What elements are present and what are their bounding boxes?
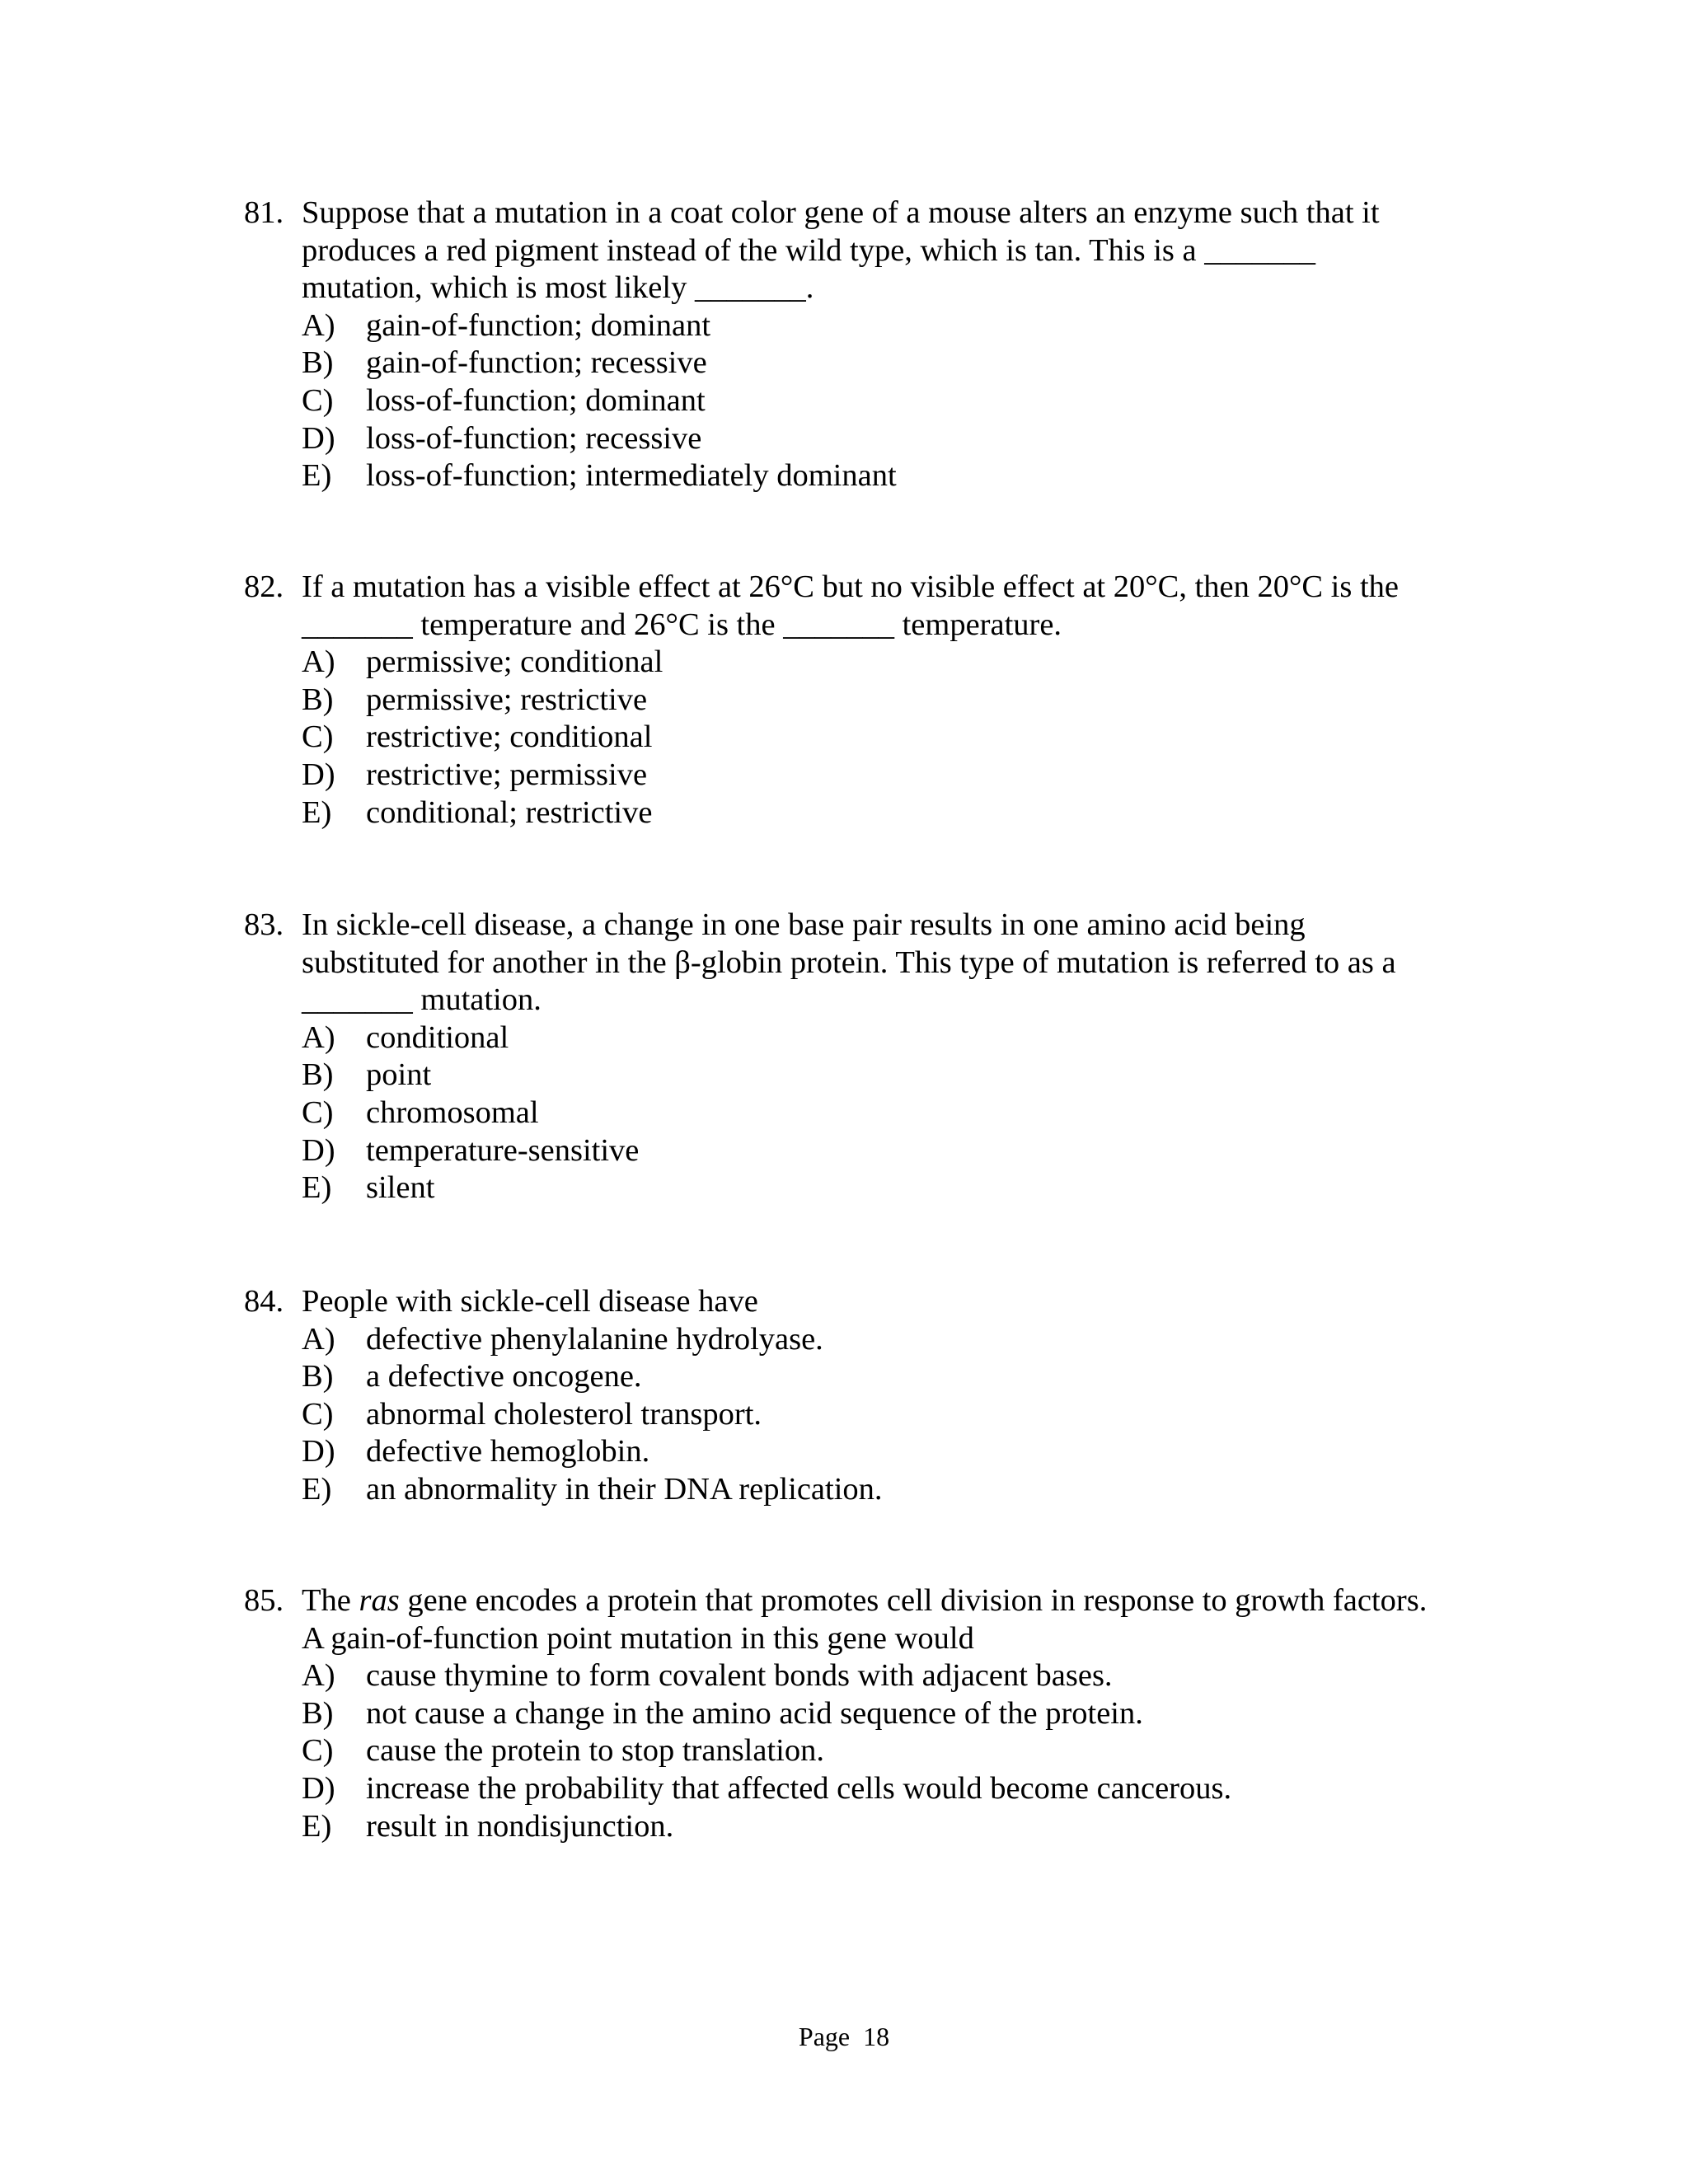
answer-option-d xyxy=(302,420,1497,458)
question-number: 81. xyxy=(244,195,284,230)
option-letter: E) xyxy=(302,1471,332,1507)
answer-options xyxy=(302,307,1497,495)
stem-line: _______ temperature and 26°C is the _______ temperature. xyxy=(302,607,1062,642)
stem-line: People with sickle-cell disease have xyxy=(302,1284,758,1319)
option-letter: B) xyxy=(302,1057,334,1093)
question-number: 85. xyxy=(244,1583,284,1618)
option-letter: D) xyxy=(302,1132,335,1168)
option-letter: D) xyxy=(302,1770,335,1806)
stem-line xyxy=(302,1582,1497,1620)
option-letter: D) xyxy=(302,757,335,792)
stem-line: substituted for another in the β-globin protein. This type of mutation is referred to as a xyxy=(302,944,1396,980)
answer-option-c xyxy=(302,1396,1497,1434)
option-letter: E) xyxy=(302,794,332,830)
answer-option-a xyxy=(302,1019,1497,1057)
option-text: loss-of-function; intermediately dominant xyxy=(366,458,897,494)
option-text: temperature-sensitive xyxy=(366,1132,640,1168)
option-text: defective phenylalanine hydrolyase. xyxy=(366,1321,823,1357)
option-text: gain-of-function; recessive xyxy=(366,345,707,381)
answer-option-c xyxy=(302,719,1497,757)
option-letter: C) xyxy=(302,719,334,755)
answer-option-b xyxy=(302,1695,1497,1733)
answer-option-a xyxy=(302,1657,1497,1695)
question-number: 84. xyxy=(244,1284,284,1319)
option-text: abnormal cholesterol transport. xyxy=(366,1396,762,1432)
stem-line: Suppose that a mutation in a coat color gene of a mouse alters an enzyme such that it xyxy=(302,195,1380,230)
question-85 xyxy=(244,1582,1497,1845)
option-letter: B) xyxy=(302,1695,334,1731)
option-letter: A) xyxy=(302,307,335,343)
option-letter: A) xyxy=(302,1658,335,1694)
question-number: 82. xyxy=(244,569,284,604)
question-stem-row xyxy=(244,1283,1497,1321)
question-stem xyxy=(302,569,1497,644)
stem-line: If a mutation has a visible effect at 26°C but no visible effect at 20°C, then 20°C is the xyxy=(302,569,1400,604)
option-text: conditional xyxy=(366,1019,509,1055)
option-letter: B) xyxy=(302,682,334,717)
option-text: permissive; restrictive xyxy=(366,682,648,717)
option-text: loss-of-function; recessive xyxy=(366,420,702,456)
stem-line: _______ mutation. xyxy=(302,982,542,1018)
answer-options xyxy=(302,644,1497,832)
gene-name-italic: ras xyxy=(359,1583,400,1618)
option-letter: A) xyxy=(302,1321,335,1357)
answer-option-e xyxy=(302,794,1497,832)
option-letter: B) xyxy=(302,1359,334,1394)
answer-option-d xyxy=(302,757,1497,794)
answer-option-e xyxy=(302,1471,1497,1509)
option-letter: C) xyxy=(302,1094,334,1130)
answer-options xyxy=(302,1321,1497,1509)
option-text: defective hemoglobin. xyxy=(366,1434,650,1469)
option-text: a defective oncogene. xyxy=(366,1359,642,1394)
option-text: loss-of-function; dominant xyxy=(366,382,706,418)
page-number: Page 18 xyxy=(798,2022,890,2051)
answer-option-d xyxy=(302,1132,1497,1170)
question-stem-row xyxy=(244,194,1497,307)
option-text: cause the protein to stop translation. xyxy=(366,1733,824,1769)
stem-line: produces a red pigment instead of the wild type, which is tan. This is a _______ xyxy=(302,232,1315,268)
option-text: chromosomal xyxy=(366,1094,539,1130)
stem-line: mutation, which is most likely _______. xyxy=(302,270,814,306)
answer-option-e xyxy=(302,1808,1497,1846)
answer-option-e xyxy=(302,1169,1497,1207)
answer-options xyxy=(302,1019,1497,1207)
question-number: 83. xyxy=(244,907,284,942)
option-letter: A) xyxy=(302,644,335,680)
answer-option-e xyxy=(302,457,1497,495)
question-83 xyxy=(244,907,1497,1207)
option-text: an abnormality in their DNA replication. xyxy=(366,1471,883,1507)
answer-option-b xyxy=(302,344,1497,382)
answer-option-c xyxy=(302,382,1497,420)
answer-option-c xyxy=(302,1094,1497,1132)
question-stem xyxy=(302,194,1497,307)
option-letter: A) xyxy=(302,1019,335,1055)
option-letter: E) xyxy=(302,1170,332,1206)
answer-option-a xyxy=(302,307,1497,345)
option-text: not cause a change in the amino acid sequence of the protein. xyxy=(366,1695,1143,1731)
option-letter: C) xyxy=(302,1396,334,1432)
stem-line: In sickle-cell disease, a change in one base pair results in one amino acid being xyxy=(302,907,1306,942)
answer-option-a xyxy=(302,644,1497,682)
stem-line: A gain-of-function point mutation in this gene would xyxy=(302,1620,974,1656)
answer-option-b xyxy=(302,682,1497,719)
page-footer xyxy=(0,2020,1688,2053)
question-stem-row xyxy=(244,907,1497,1019)
option-text: increase the probability that affected cells would become cancerous. xyxy=(366,1770,1232,1806)
option-text: restrictive; permissive xyxy=(366,757,648,792)
option-letter: C) xyxy=(302,1733,334,1769)
stem-text: The xyxy=(302,1583,359,1618)
stem-text: gene encodes a protein that promotes cell division in response to growth factors. xyxy=(399,1583,1428,1618)
question-82 xyxy=(244,569,1497,832)
question-84 xyxy=(244,1283,1497,1509)
answer-option-d xyxy=(302,1770,1497,1808)
question-81 xyxy=(244,194,1497,495)
answer-option-c xyxy=(302,1732,1497,1770)
option-text: restrictive; conditional xyxy=(366,719,653,755)
option-letter: C) xyxy=(302,382,334,418)
option-letter: E) xyxy=(302,1808,332,1844)
option-letter: E) xyxy=(302,458,332,494)
question-stem xyxy=(302,1283,1497,1321)
option-text: silent xyxy=(366,1170,435,1206)
question-stem xyxy=(302,907,1497,1019)
option-text: cause thymine to form covalent bonds with adjacent bases. xyxy=(366,1658,1113,1694)
option-letter: D) xyxy=(302,420,335,456)
answer-option-b xyxy=(302,1057,1497,1094)
option-letter: D) xyxy=(302,1434,335,1469)
answer-option-a xyxy=(302,1321,1497,1359)
answer-option-b xyxy=(302,1358,1497,1396)
answer-options xyxy=(302,1657,1497,1845)
question-stem xyxy=(302,1582,1497,1657)
option-text: conditional; restrictive xyxy=(366,794,653,830)
question-stem-row xyxy=(244,569,1497,644)
answer-option-d xyxy=(302,1433,1497,1471)
option-text: gain-of-function; dominant xyxy=(366,307,711,343)
option-letter: B) xyxy=(302,345,334,381)
option-text: point xyxy=(366,1057,432,1093)
question-stem-row xyxy=(244,1582,1497,1657)
option-text: result in nondisjunction. xyxy=(366,1808,674,1844)
option-text: permissive; conditional xyxy=(366,644,663,680)
